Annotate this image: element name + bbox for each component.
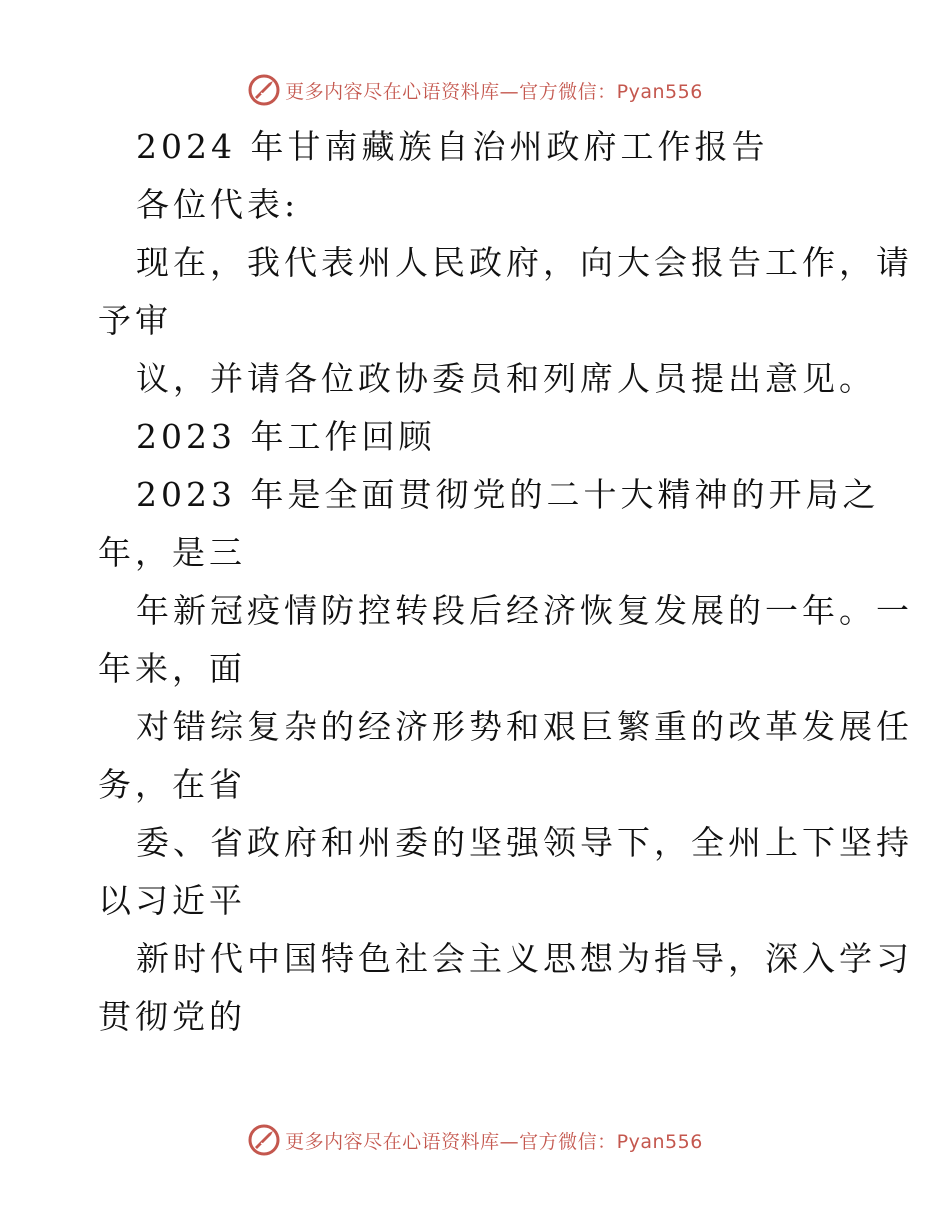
document-line: 年来，面 [98,649,246,688]
document-line: 对错综复杂的经济形势和艰巨繁重的改革发展任 [136,707,913,746]
watermark-text: 更多内容尽在心语资料库—官方微信：Pyan556 [285,1130,703,1153]
document-line: 予审 [98,301,172,340]
header-watermark [0,70,950,110]
watermark-text: 更多内容尽在心语资料库—官方微信：Pyan556 [285,80,703,103]
document-body [98,118,913,1046]
document-line: 年，是三 [98,533,246,572]
document-line: 议，并请各位政协委员和列席人员提出意见。 [136,359,876,398]
document-line: 委、省政府和州委的坚强领导下，全州上下坚持 [136,823,913,862]
document-line: 贯彻党的 [98,997,246,1036]
document-line: 年新冠疫情防控转段后经济恢复发展的一年。一 [136,591,913,630]
document-line: 2023 年工作回顾 [136,417,436,456]
document-line: 务，在省 [98,765,246,804]
document-line: 新时代中国特色社会主义思想为指导，深入学习 [136,939,913,978]
quill-seal-icon [247,1123,281,1157]
document-line: 现在，我代表州人民政府，向大会报告工作，请 [136,243,913,282]
document-line: 以习近平 [98,881,246,920]
footer-watermark [0,1120,950,1160]
quill-seal-icon [247,73,281,107]
document-line: 2024 年甘南藏族自治州政府工作报告 [136,127,769,166]
document-line: 各位代表: [136,185,300,224]
document-line: 2023 年是全面贯彻党的二十大精神的开局之 [136,475,880,514]
